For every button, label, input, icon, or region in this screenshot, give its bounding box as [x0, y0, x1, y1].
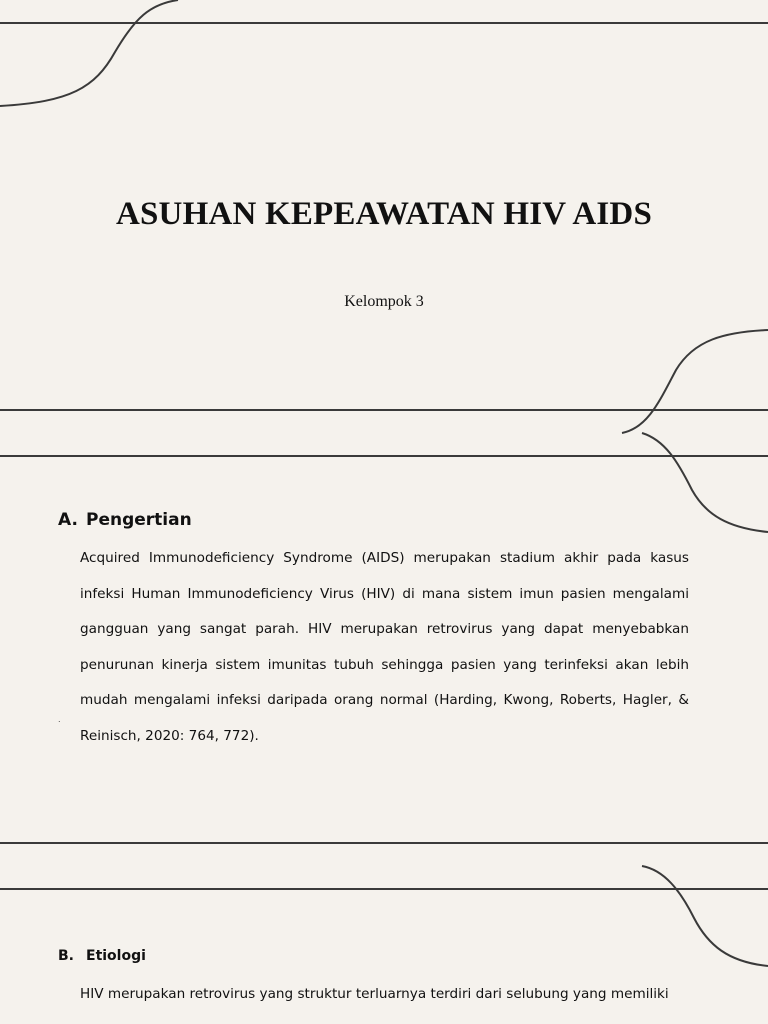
presentation-title: ASUHAN KEPEAWATAN HIV AIDS: [115, 196, 653, 232]
section-heading-etiologi: [58, 948, 146, 964]
section-title: Pengertian: [86, 510, 192, 530]
slide3-top-curve: [642, 866, 768, 966]
section-marker: A.: [58, 510, 78, 530]
section-marker: B.: [58, 948, 74, 964]
etiologi-paragraph: HIV merupakan retrovirus yang struktur terluarnya terdiri dari selubung yang memiliki: [80, 986, 669, 1002]
stray-mark: .: [58, 715, 61, 724]
presentation-subtitle: Kelompok 3: [344, 293, 424, 310]
pengertian-paragraph: Acquired Immunodeficiency Syndrome (AIDS) merupakan stadium akhir pada kasus infeksi Human Immunodeficiency Virus (HIV) di mana sistem imun pasien mengalami gangguan yang sangat parah. HIV merupakan retrovirus yang dapat menyebabkan penurunan kinerja sistem imunitas tubuh sehingga pasien yang terinfeksi akan lebih mudah mengalami infeksi daripada orang normal (Harding, Kwong, Roberts, Hagler, & Reinisch, 2020: 764, 772).: [80, 550, 689, 744]
slide1-bottom-curve: [622, 330, 768, 433]
section-title: Etiologi: [86, 948, 146, 964]
slide1-top-curve: [0, 0, 178, 106]
slide2-top-curve: [642, 433, 768, 532]
section-heading-pengertian: [58, 510, 192, 530]
